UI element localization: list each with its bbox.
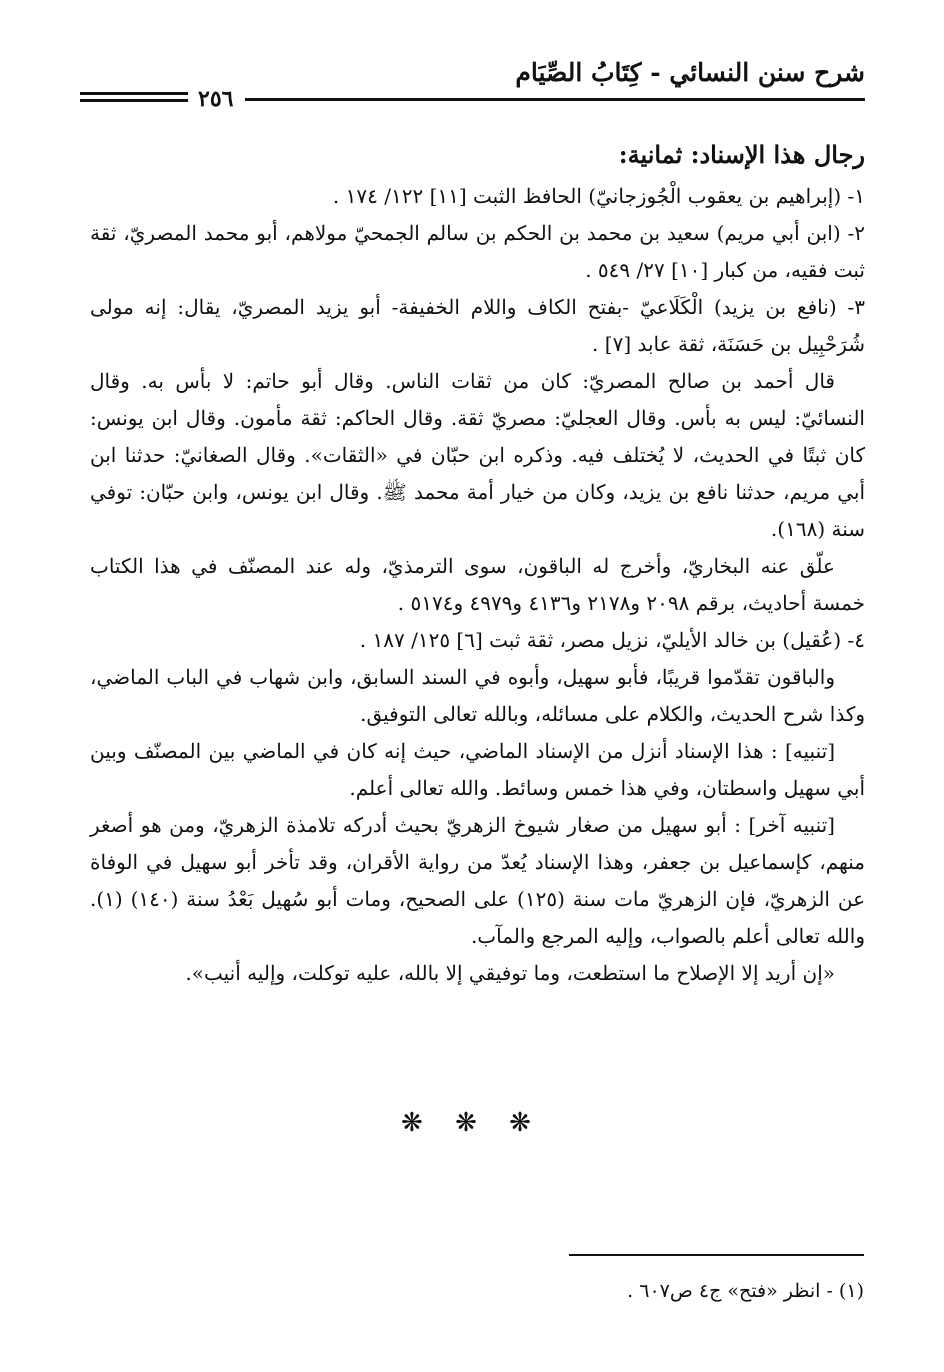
narrator-1: ١- (إبراهيم بن يعقوب الْجُوزجانيّ) الحافظ الثبت [١١] ١٢٢/ ١٧٤ .	[332, 184, 865, 208]
footnote: (١) - انظر «فتح» ج٤ ص٦٠٧ .	[627, 1280, 864, 1302]
footnote-rule	[569, 1254, 864, 1256]
section-separator: ❋ ❋ ❋	[401, 1108, 543, 1138]
header-title: شرح سنن النسائي - كِتَابُ الصِّيَام	[515, 58, 865, 87]
note-1: [تنبيه] : هذا الإسناد أنزل من الإسناد الماضي، حيث إنه كان في الماضي بين المصنّف وبين أبي سهيل واسطتان، وفي هذا خمس وسائط. والله تعالى أعلم.	[90, 739, 865, 800]
page-number: ٢٥٦	[198, 86, 234, 112]
note-2: [تنبيه آخر] : أبو سهيل من صغار شيوخ الزهريّ بحيث أدركه تلامذة الزهريّ، ومن هو أصغر منهم، كإسماعيل بن جعفر، وهذا الإسناد يُعدّ من رواية الأقران، وقد تأخر أبو سهيل في الوفاة عن الزهريّ، فإن الزهريّ مات سنة (١٢٥) على الصحيح، ومات أبو سُهيل بَعْدُ سنة (١٤٠) (١). والله تعالى أعلم بالصواب، وإليه المرجع والمآب.	[90, 813, 865, 948]
main-text	[90, 132, 865, 1132]
narrator-2: ٢- (ابن أبي مريم) سعيد بن محمد بن الحكم بن سالم الجمحيّ مولاهم، أبو محمد المصريّ، ثقة ثبت فقيه، من كبار [١٠] ٢٧/ ٥٤٩ .	[90, 221, 865, 282]
closing-quote: «إن أريد إلا الإصلاح ما استطعت، وما توفيقي إلا بالله، عليه توكلت، وإليه أنيب».	[185, 961, 835, 985]
header-rule	[245, 98, 865, 101]
paragraph-narrator-3-hadiths: علّق عنه البخاريّ، وأخرج له الباقون، سوى الترمذيّ، وله عند المصنّف في هذا الكتاب خمسة أحاديث، برقم ٢٠٩٨ و٢١٧٨ و٤١٣٦ و٤٩٧٩ و٥١٧٤ .	[90, 554, 865, 615]
running-header	[80, 58, 865, 112]
narrator-4: ٤- (عُقيل) بن خالد الأيليّ، نزيل مصر، ثقة ثبت [٦] ١٢٥/ ١٨٧ .	[359, 628, 865, 652]
paragraph-remaining: والباقون تقدّموا قريبًا، فأبو سهيل، وأبوه في السند السابق، وابن شهاب في الباب الماضي، وكذا شرح الحديث، والكلام على مسائله، وبالله تعالى التوفيق.	[90, 665, 865, 726]
header-rule-double-top	[80, 92, 188, 95]
header-rule-double-bottom	[80, 99, 188, 102]
narrator-3: ٣- (نافع بن يزيد) الْكَلَاعيّ -بفتح الكاف واللام الخفيفة- أبو يزيد المصريّ، يقال: إنه مولى شُرَحْبِيل بن حَسَنَة، ثقة عابد [٧] .	[90, 295, 865, 356]
section-heading: رجال هذا الإسناد: ثمانية:	[618, 140, 865, 169]
paragraph-narrator-3-opinions: قال أحمد بن صالح المصريّ: كان من ثقات الناس. وقال أبو حاتم: لا بأس به. وقال النسائيّ: ليس به بأس. وقال العجليّ: مصريّ ثقة. وقال الحاكم: ثقة مأمون. وقال ابن يونس: كان ثبتًا في الحديث، لا يُختلف فيه. وذكره ابن حبّان في «الثقات». وقال الصغانيّ: حدثنا ابن أبي مريم، حدثنا نافع بن يزيد، وكان من خيار أمة محمد ﷺ. وقال ابن يونس، وابن حبّان: توفي سنة (١٦٨).	[90, 369, 865, 541]
